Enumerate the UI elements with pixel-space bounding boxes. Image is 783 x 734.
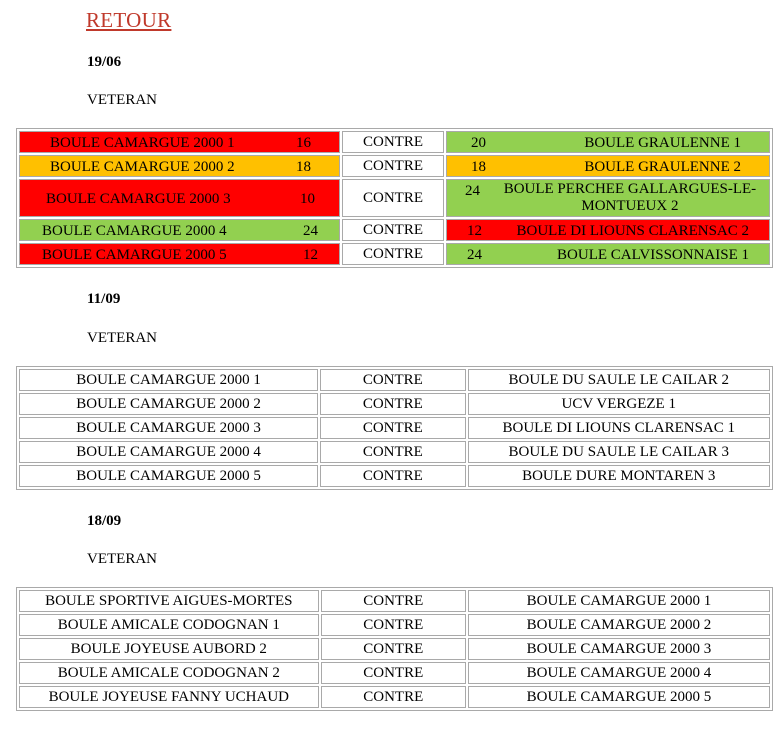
table-row	[19, 179, 770, 217]
section-date: 19/06	[87, 54, 122, 70]
away-score: 24	[466, 247, 482, 263]
home-team: BOULE CAMARGUE 2000 2	[50, 159, 235, 175]
away-score: 20	[470, 135, 486, 151]
away-team: BOULE CAMARGUE 2000 5	[468, 686, 770, 708]
table-row	[19, 441, 770, 463]
contre-cell: CONTRE	[342, 179, 444, 217]
contre-cell: CONTRE	[320, 441, 465, 463]
table-row	[19, 243, 770, 265]
section-category: VETERAN	[87, 551, 157, 567]
table-row	[19, 219, 770, 241]
home-team: BOULE CAMARGUE 2000 5	[42, 247, 227, 263]
contre-cell: CONTRE	[342, 219, 444, 241]
away-team-cell	[446, 155, 770, 177]
table-row	[19, 465, 770, 487]
page-title: RETOUR	[86, 8, 172, 32]
contre-cell: CONTRE	[342, 243, 444, 265]
away-team-cell	[446, 179, 770, 217]
away-team: BOULE DI LIOUNS CLARENSAC 1	[468, 417, 771, 439]
away-team: BOULE CAMARGUE 2000 2	[468, 614, 770, 636]
home-score: 24	[303, 223, 318, 239]
away-team-cell	[446, 131, 770, 153]
home-team: BOULE CAMARGUE 2000 1	[50, 135, 235, 151]
home-team: BOULE JOYEUSE AUBORD 2	[19, 638, 319, 660]
away-team: BOULE GRAULENNE 2	[584, 159, 741, 175]
results-table-1906	[16, 128, 773, 268]
away-score: 12	[466, 223, 482, 239]
home-team-cell	[19, 179, 340, 217]
home-team: BOULE CAMARGUE 2000 3	[46, 191, 231, 207]
away-team: BOULE GRAULENNE 1	[584, 135, 741, 151]
contre-cell: CONTRE	[321, 590, 466, 612]
contre-cell: CONTRE	[321, 662, 466, 684]
away-team: BOULE DURE MONTAREN 3	[468, 465, 771, 487]
contre-cell: CONTRE	[320, 393, 465, 415]
table-row	[19, 662, 770, 684]
home-team-cell	[19, 155, 340, 177]
away-team: BOULE DU SAULE LE CAILAR 2	[468, 369, 771, 391]
contre-cell: CONTRE	[321, 614, 466, 636]
home-score: 12	[303, 247, 318, 263]
contre-cell: CONTRE	[320, 417, 465, 439]
home-team: BOULE CAMARGUE 2000 4	[42, 223, 227, 239]
home-team: BOULE AMICALE CODOGNAN 2	[19, 662, 319, 684]
home-team-cell	[19, 219, 340, 241]
home-team: BOULE CAMARGUE 2000 4	[19, 441, 318, 463]
home-score: 10	[300, 191, 315, 207]
contre-cell: CONTRE	[342, 131, 444, 153]
section-date: 11/09	[87, 291, 121, 307]
contre-cell: CONTRE	[320, 369, 465, 391]
fixtures-table-1809	[16, 587, 773, 711]
home-team-cell	[19, 243, 340, 265]
away-team-cell	[446, 243, 770, 265]
home-team: BOULE CAMARGUE 2000 3	[19, 417, 318, 439]
contre-cell: CONTRE	[321, 686, 466, 708]
table-row	[19, 614, 770, 636]
section-category: VETERAN	[87, 330, 157, 346]
away-team: BOULE CALVISSONNAISE 1	[557, 247, 749, 263]
contre-cell: CONTRE	[342, 155, 444, 177]
table-row	[19, 590, 770, 612]
table-row	[19, 369, 770, 391]
home-team: BOULE CAMARGUE 2000 2	[19, 393, 318, 415]
away-team: BOULE DI LIOUNS CLARENSAC 2	[516, 223, 749, 239]
home-team: BOULE CAMARGUE 2000 1	[19, 369, 318, 391]
away-team: BOULE CAMARGUE 2000 3	[468, 638, 770, 660]
away-team: BOULE CAMARGUE 2000 4	[468, 662, 770, 684]
away-team: BOULE PERCHEE GALLARGUES-LE-MONTUEUX 2	[503, 181, 757, 214]
away-team: UCV VERGEZE 1	[468, 393, 771, 415]
home-score: 16	[296, 135, 311, 151]
table-row	[19, 686, 770, 708]
fixtures-table-1109	[16, 366, 773, 490]
away-team: BOULE DU SAULE LE CAILAR 3	[468, 441, 771, 463]
section-date: 18/09	[87, 513, 122, 529]
away-score: 24	[464, 183, 480, 199]
away-team: BOULE CAMARGUE 2000 1	[468, 590, 770, 612]
home-team: BOULE SPORTIVE AIGUES-MORTES	[19, 590, 319, 612]
table-row	[19, 393, 770, 415]
home-team-cell	[19, 131, 340, 153]
table-row	[19, 417, 770, 439]
contre-cell: CONTRE	[321, 638, 466, 660]
away-score: 18	[470, 159, 486, 175]
section-category: VETERAN	[87, 92, 157, 108]
table-row	[19, 638, 770, 660]
table-row	[19, 155, 770, 177]
away-team-cell	[446, 219, 770, 241]
table-row	[19, 131, 770, 153]
home-team: BOULE CAMARGUE 2000 5	[19, 465, 318, 487]
home-team: BOULE JOYEUSE FANNY UCHAUD	[19, 686, 319, 708]
home-team: BOULE AMICALE CODOGNAN 1	[19, 614, 319, 636]
home-score: 18	[296, 159, 311, 175]
contre-cell: CONTRE	[320, 465, 465, 487]
